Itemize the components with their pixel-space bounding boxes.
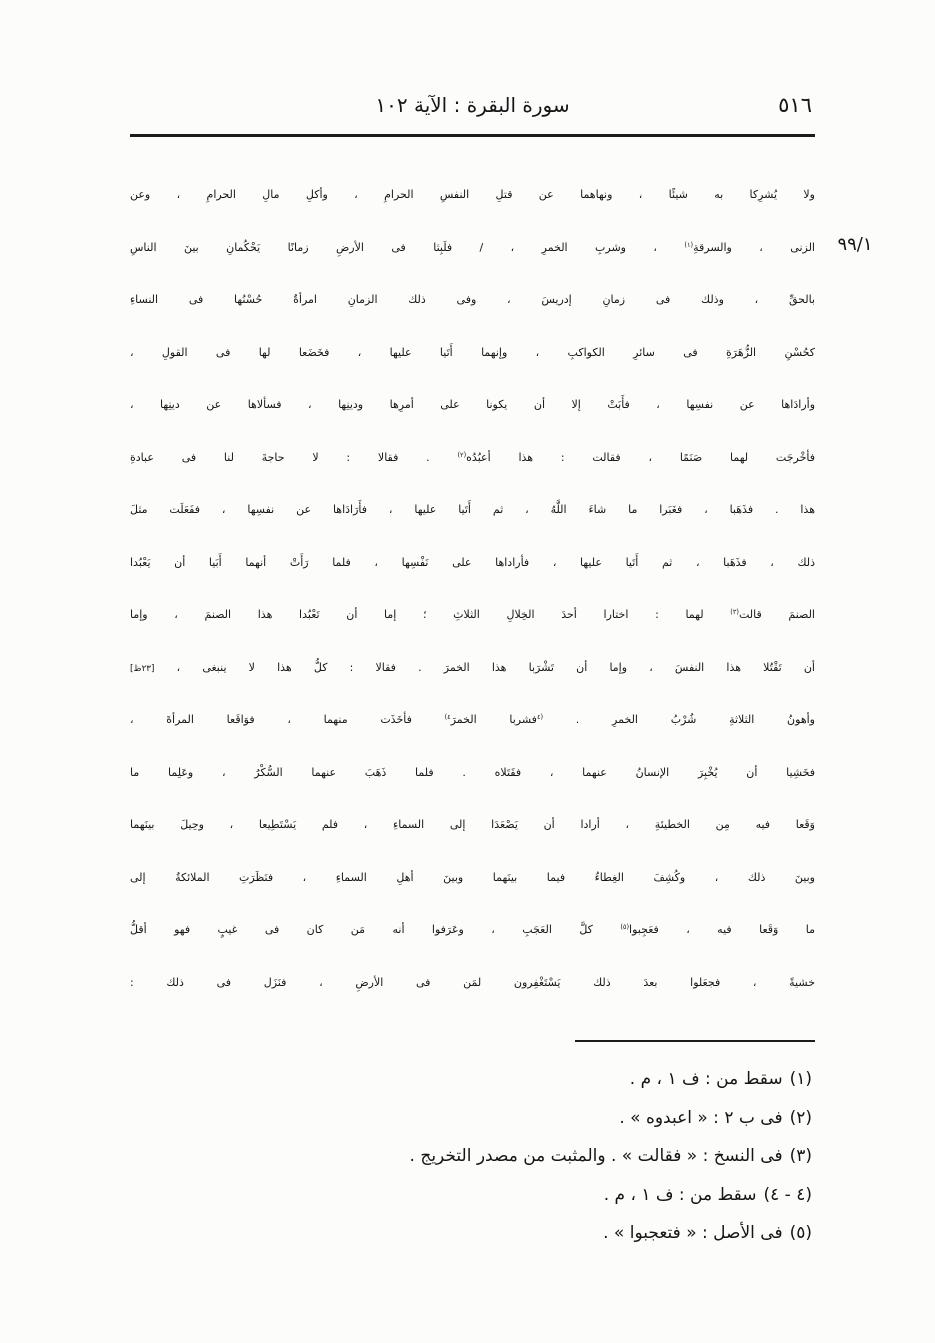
text-line <box>130 694 815 747</box>
footnote-text: فى النسخ : « فقالت » . والمثبت من مصدر التخريج . <box>409 1146 783 1166</box>
footnotes <box>212 1060 812 1253</box>
line-text: كحُسْنِ الزُّهَرَةِ فى سائرِ الكواكبِ ، وإنهما أَتَيا عليها ، فخَضَعا لها فى القولِ ، <box>130 345 815 359</box>
line-text: الصنمَ قالت <box>738 608 815 621</box>
line-text: ما وَقَعا فيه ، فعَجِبوا <box>629 923 815 936</box>
text-line <box>130 169 815 222</box>
text-line <box>130 222 815 275</box>
line-text: فخَشِيا أن يُخْبِرَ الإنسانُ عنهما ، فقَتَلاه . فلما ذَهَبَ عنهما السُّكْرُ ، وعَلِما ما <box>130 765 815 779</box>
footnote-number: (٤ - ٤) <box>763 1184 812 1205</box>
text-line <box>130 432 815 485</box>
line-text: . فقالا : لا حاجةَ لنا فى عبادةِ <box>130 450 458 464</box>
text-line <box>130 484 815 537</box>
footnote-ref: (٣) <box>730 608 739 617</box>
footnote-text: فى الأصل : « فتعجبوا » . <box>603 1223 783 1243</box>
footnote-number: (١) <box>789 1069 812 1089</box>
footnote-text: سقط من : ف ١ ، م . <box>629 1069 783 1089</box>
footnote-ref: (١) <box>684 240 694 249</box>
line-text: بالحقِّ ، وذلك فى زمانِ إدريسَ ، وفى ذلك الزمانِ امرأةٌ حُسْنُها فى النساءِ <box>130 293 815 306</box>
line-text: فشربا الخمرَ <box>450 713 537 726</box>
header-rule <box>130 134 815 137</box>
text-line <box>130 957 815 1010</box>
text-line <box>130 379 815 432</box>
text-line <box>130 274 815 327</box>
main-text <box>130 169 815 1009</box>
line-text: وَقَعا فيه مِن الخطيئةِ ، أرادا أن يَصْعَدَا إلى السماءِ ، فلم يَسْتَطِيعا ، وحِيلَ بينَهما <box>130 818 815 831</box>
text-line <box>130 642 815 695</box>
line-text: وأهونُ الثلاثةِ شُرْبُ الخمرِ . <box>543 713 815 726</box>
line-text: ، وشربِ الخمرِ ، / فلَبِثا فى الأرضِ زمانًا يَحْكُمانِ بينَ الناسِ <box>130 240 685 254</box>
footnote-separator <box>575 1040 815 1042</box>
line-text: هذا . فذَهَبا ، فغَبَرا ما شاءَ اللَّهُ ، ثم أَتَيا عليها ، فأَرَادَاها عن نفسِها ، ففَعَلَت مثلَ <box>130 503 815 516</box>
margin-folio-note: ٩٩/١ <box>837 234 873 255</box>
footnote-text: فى ب ٢ : « اعبدوه » . <box>619 1107 783 1128</box>
text-line <box>130 589 815 642</box>
text-line <box>130 327 815 380</box>
footnote-number: (٥) <box>789 1223 812 1243</box>
footnote <box>212 1214 812 1253</box>
text-line <box>130 852 815 905</box>
footnote <box>212 1099 812 1138</box>
footnote-ref: ٤) <box>444 713 451 722</box>
line-text: الزنى ، والسرقةِ <box>693 240 815 254</box>
line-text: خشيةً ، فجعَلوا بعدَ ذلك يَسْتَغْفِرون لمَن فى الأرضِ ، فنَزَل فى ذلك : <box>130 975 815 989</box>
line-text: فأخَذَت منهما ، فوَاقَعا المرأةَ ، <box>130 713 445 726</box>
footnote-ref: (٢) <box>457 450 467 459</box>
footnote-ref: (٤ <box>536 713 544 722</box>
text-line <box>130 904 815 957</box>
footnote <box>212 1060 812 1099</box>
line-text: وأرادَاها عن نفسِها ، فأَبَتْ إلا أن يكونا على أمرِها ودينِها ، فسألاها عن دينِها ، <box>130 398 815 411</box>
running-header-title: سورة البقرة : الآية ١٠٢ <box>375 93 570 117</box>
text-line <box>130 799 815 852</box>
footnote <box>212 1176 812 1215</box>
text-line <box>130 747 815 800</box>
manuscript-folio-marker: [٢٣ظ] <box>130 663 155 674</box>
line-text: ذلك ، فذَهَبا ، ثم أَتَيا عليها ، فأراداها على نَفْسِها ، فلما رَأَتْ أنهما أَبَيا أن يَعْبُدا <box>130 555 815 569</box>
line-text: ولا يُشرِكا به شيئًا ، ونهاهما عن قتلِ النفسِ الحرامِ ، وأكلِ مالِ الحرامِ ، وعن <box>130 188 815 201</box>
footnote-ref: (٥) <box>620 923 630 932</box>
page-number: ٥١٦ <box>778 93 812 117</box>
footnote-number: (٢) <box>789 1107 812 1128</box>
line-text: كلَّ العَجَبِ ، وعَرَفوا أنه مَن كان فى غيبٍ فهو أقلُّ <box>130 923 621 936</box>
line-text: أن تَقْتُلا هذا النفسَ ، وإما أن تَشْرَبا هذا الخمرَ . فقالا : كلُّ هذا لا ينبغى ، <box>154 660 815 674</box>
line-text: لهما : اختارا أحدَ الخِلالِ الثلاثِ ؛ إما أن تَعْبُدا هذا الصنمَ ، وإما <box>130 608 731 621</box>
line-text: فأخْرجَت لهما صَنَمًا ، فقالت : هذا أعبُدُه <box>466 450 815 464</box>
text-line <box>130 537 815 590</box>
footnote <box>212 1137 812 1176</box>
footnote-text: سقط من : ف ١ ، م . <box>603 1184 757 1205</box>
footnote-number: (٣) <box>789 1146 812 1166</box>
line-text: وبينَ ذلك ، وكُشِفَ الغِطاءُ فيما بينَهما وبينَ أهلِ السماءِ ، فنَظَرَتِ الملائكةُ إلى <box>130 870 815 884</box>
